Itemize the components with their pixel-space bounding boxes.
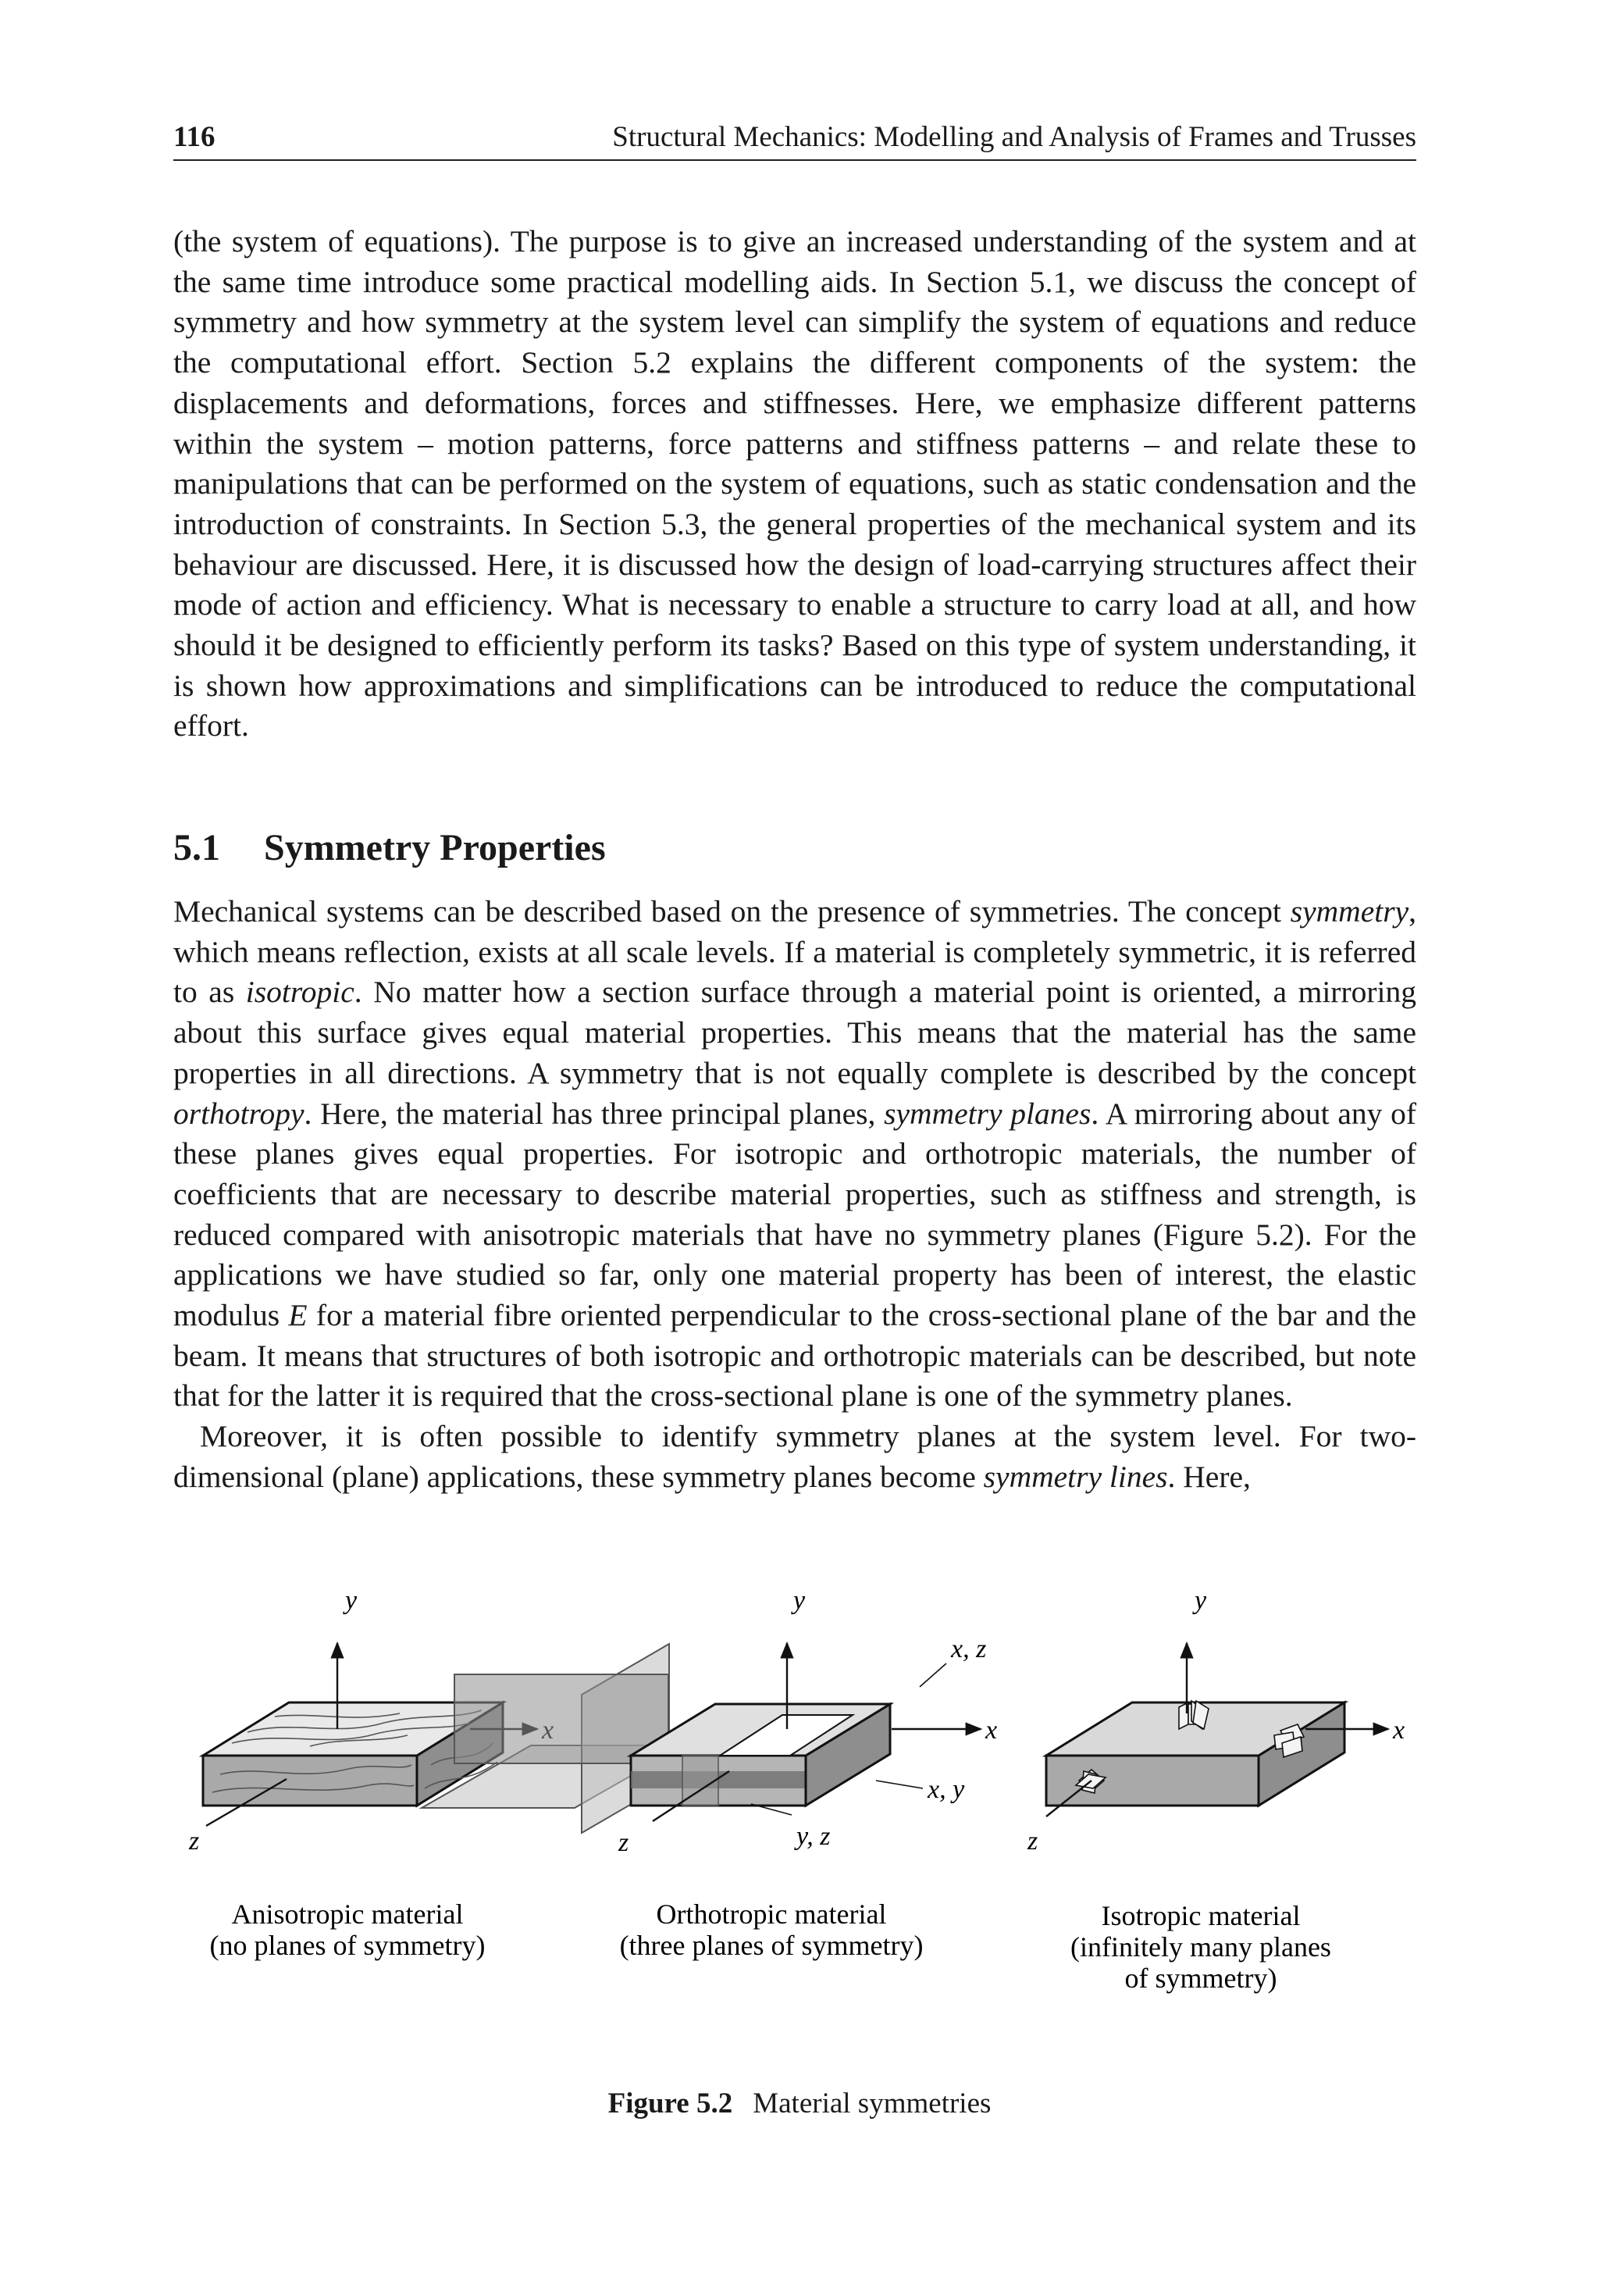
term-orthotropy: orthotropy (173, 1096, 304, 1131)
p1-text-6: for a material fibre oriented perpendicular to the cross-sectional plane of the bar and the beam. It means that structures of both isotropic and orthotropic materials can be described, but note that for the latter it is required that the cross-sectional plane is one of the symmetry planes. (173, 1298, 1416, 1414)
term-isotropic: isotropic (245, 975, 354, 1010)
plane-yz (454, 1674, 668, 1763)
symbol-e: E (288, 1298, 308, 1333)
page-number: 116 (173, 121, 215, 153)
running-title: Structural Mechanics: Modelling and Analysis of Frames and Trusses (612, 121, 1416, 153)
orthotropic-sublabel: (three planes of symmetry) (619, 1930, 924, 1961)
term-symmetry-lines: symmetry lines (983, 1459, 1168, 1494)
section-heading (173, 826, 606, 869)
orthotropic-label: Orthotropic material (656, 1898, 887, 1930)
anisotropic-label: Anisotropic material (231, 1898, 464, 1930)
isotropic-sublabel: (infinitely many planes (1070, 1931, 1331, 1963)
axis-label-y: y (345, 1586, 358, 1615)
p1-text-4: . Here, the material has three principal planes, (304, 1096, 885, 1131)
figure-number: Figure 5.2 (607, 2087, 733, 2120)
ortho-axis-label-z: z (618, 1828, 629, 1857)
term-symmetry-planes: symmetry planes (884, 1096, 1092, 1131)
p1-text-1: Mechanical systems can be described based on the presence of symmetries. The concept (173, 894, 1291, 929)
intro-paragraph (173, 222, 1416, 747)
iso-axis-label-y: y (1195, 1586, 1207, 1615)
plane-label-xy: x, y (928, 1775, 965, 1804)
p1-text-2: , which means reflection, exists at all scale levels. If a material is completely symmetric, it is referred to as (173, 894, 1416, 1010)
plane-label-yz: y, z (796, 1822, 831, 1851)
block-front-face (203, 1756, 417, 1806)
running-header (173, 116, 1416, 161)
ortho-axis-label-y: y (793, 1586, 806, 1615)
ortho-axis-label-x: x (985, 1716, 998, 1745)
panel-orthotropic (422, 1570, 860, 1833)
p1-text-3: . No matter how a section surface through a material point is oriented, a mirroring about this surface gives equal material properties. This means that the material has the same properties in all directions. A symmetry that is not equally complete is described by the concept (173, 975, 1416, 1090)
p2-text-2: . Here, (1167, 1459, 1251, 1494)
section-body (173, 892, 1416, 1498)
section-number: 5.1 (173, 827, 220, 868)
plane-label-xz: x, z (951, 1635, 987, 1663)
axis-label-z: z (189, 1827, 200, 1856)
iso-axis-label-z: z (1027, 1827, 1038, 1856)
section-title: Symmetry Properties (264, 827, 606, 868)
material-symmetries-figure (173, 1570, 1423, 2054)
isotropic-label: Isotropic material (1101, 1900, 1301, 1931)
intro-paragraph-text: (the system of equations). The purpose is to give an increased understanding of the system and at the same time introduce some practical modelling aids. In Section 5.1, we discuss the concept of symmetry and how symmetry at the system level can simplify the system of equations and reduce the computational effort. Section 5.2 explains the different components of the system: the displacements and deformations, forces and stiffnesses. Here, we emphasize different patterns within the system – motion patterns, force patterns and stiffness patterns – and relate these to manipulations that can be performed on the system of equations, such as static condensation and the introduction of constraints. In Section 5.3, the general properties of the mechanical system and its behaviour are discussed. Here, it is discussed how the design of load-carrying structures affect their mode of action and efficiency. What is necessary to enable a structure to carry load at all, and how should it be designed to efficiently perform its tasks? Based on this type of system understanding, it is shown how approximations and simplifications can be introduced to reduce the computational effort. (173, 224, 1416, 743)
iso-axis-label-x: x (1393, 1716, 1405, 1745)
p1-text-5: . A mirroring about any of these planes gives equal properties. For isotropic and orthotropic materials, the number of coefficients that are necessary to describe material properties, such as stiffness and strength, is reduced compared with anisotropic materials that have no symmetry planes (Figure 5.2). For the applications we have studied so far, only one material property has been of interest, the elastic modulus (173, 1096, 1417, 1333)
figure-caption (0, 2087, 1599, 2120)
paragraph-2 (173, 1417, 1416, 1497)
anisotropic-sublabel: (no planes of symmetry) (209, 1930, 486, 1961)
isotropic-sublabel-2: of symmetry) (1124, 1963, 1277, 1994)
figure-caption-text: Material symmetries (753, 2087, 992, 2120)
term-symmetry: symmetry (1290, 894, 1409, 929)
p2-text-1: Moreover, it is often possible to identify symmetry planes at the system level. For two-dimensional (plane) applications, these symmetry planes become (173, 1419, 1416, 1494)
paragraph-1 (173, 892, 1416, 1417)
